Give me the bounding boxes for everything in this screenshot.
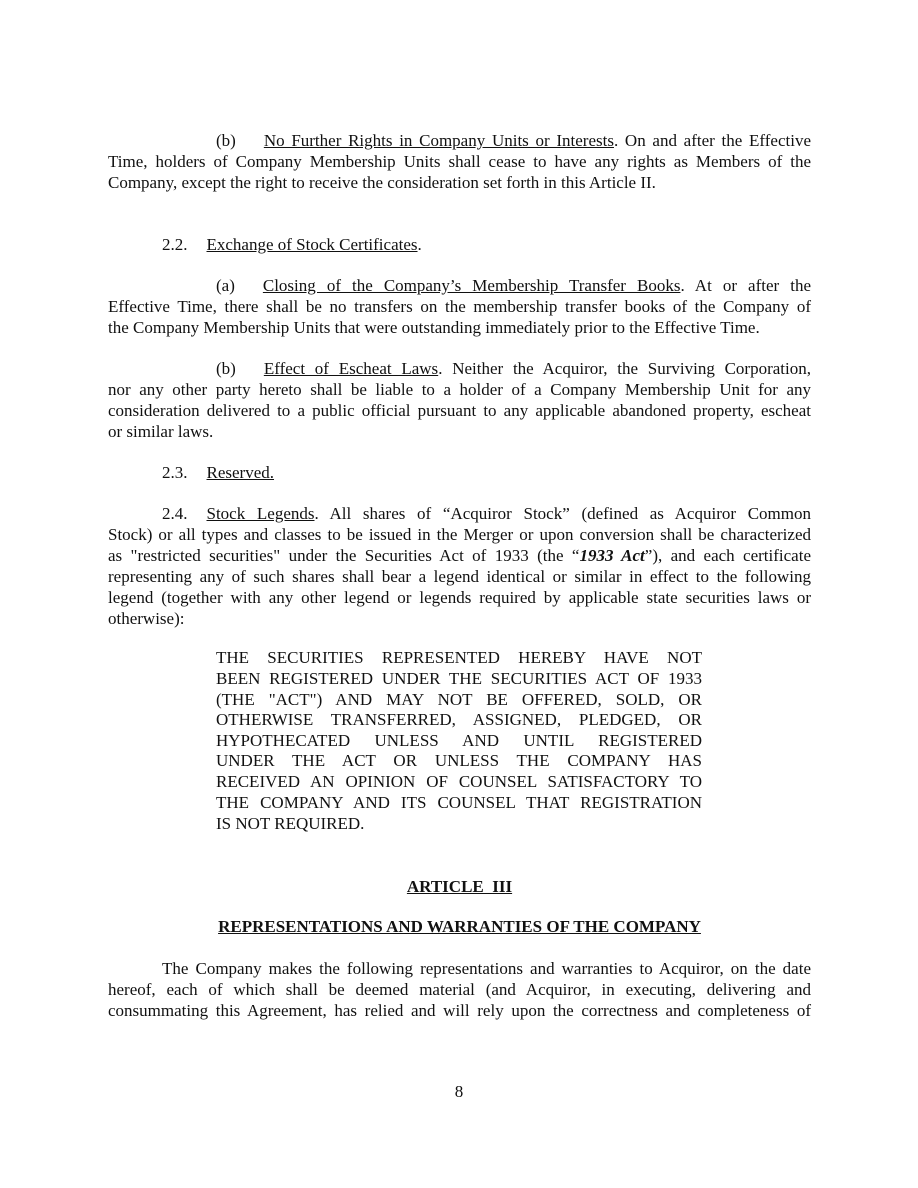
section-2-2-a-line-3: the Company Membership Units that were outstanding immediately prior to the Effective Time.	[108, 318, 760, 337]
section-2-1-b-heading: No Further Rights in Company Units or Interests	[263, 131, 614, 150]
section-2-2-b-line-4: or similar laws.	[108, 422, 214, 441]
legend-line: (THE "ACT") AND MAY NOT BE OFFERED, SOLD, OR	[216, 690, 702, 709]
section-2-4-line-1	[108, 503, 811, 524]
section-2-4-line-5: legend (together with any other legend or legends required by applicable state securities laws or	[108, 588, 811, 607]
article-intro-line-2: hereof, each of which shall be deemed material (and Acquiror, in executing, delivering and	[108, 980, 811, 999]
section-2-2-heading: Exchange of Stock Certificates	[206, 235, 418, 254]
page-number: 8	[454, 1082, 464, 1101]
article-title	[108, 876, 811, 897]
section-2-2-b-heading: Effect of Escheat Laws	[263, 359, 439, 378]
section-2-2-number: 2.2.	[162, 235, 188, 254]
section-2-2-b-label: (b)	[216, 359, 236, 378]
article-intro-line-1	[108, 958, 811, 979]
section-2-4-line-3-post: ”), and each certificate	[644, 546, 811, 565]
section-2-2-a-text: . At or after the	[680, 276, 811, 295]
section-2-2-b-line-1	[108, 358, 811, 379]
section-2-4-heading: Stock Legends	[206, 504, 315, 523]
section-2-1-b-line-1	[108, 130, 811, 151]
section-2-4-text: . All shares of “Acquiror Stock” (defined as Acquiror Common	[314, 504, 811, 523]
section-2-2-a-line-1	[108, 275, 811, 296]
section-2-4-line-6: otherwise):	[108, 609, 185, 628]
section-2-1-b-label: (b)	[216, 131, 236, 150]
legend-line: IS NOT REQUIRED.	[216, 814, 365, 833]
article-subtitle	[108, 916, 811, 937]
section-2-4-line-3-pre: as "restricted securities" under the Securities Act of 1933 (the “	[108, 546, 580, 565]
article-subtitle-text: REPRESENTATIONS AND WARRANTIES OF THE COMPANY	[218, 917, 701, 936]
section-2-4-line-3	[108, 545, 811, 566]
article-intro-line-1-text: The Company makes the following representations and warranties to Acquiror, on the date	[162, 959, 811, 978]
section-2-2-b-line-2: nor any other party hereto shall be liable to a holder of a Company Membership Unit for any	[108, 380, 811, 399]
section-2-4-line-4: representing any of such shares shall bear a legend identical or similar in effect to the following	[108, 567, 811, 586]
section-2-2-a-label: (a)	[216, 276, 235, 295]
section-2-2-a-line-2: Effective Time, there shall be no transfers on the membership transfer books of the Company of	[108, 297, 811, 316]
legend-line: BEEN REGISTERED UNDER THE SECURITIES ACT OF 1933	[216, 669, 702, 688]
section-2-3-number: 2.3.	[162, 463, 188, 482]
section-2-2-b-line-3: consideration delivered to a public official pursuant to any applicable abandoned property, escheat	[108, 401, 811, 420]
legend-line: THE SECURITIES REPRESENTED HEREBY HAVE NOT	[216, 648, 702, 667]
defined-term-1933-act: 1933 Act	[579, 546, 645, 565]
section-2-1-b-line-3: Company, except the right to receive the consideration set forth in this Article II.	[108, 173, 656, 192]
section-2-1-b-text: . On and after the Effective	[613, 131, 811, 150]
article-intro-line-3: consummating this Agreement, has relied and will rely upon the correctness and completeness of	[108, 1001, 811, 1020]
section-2-3-heading: Reserved.	[206, 463, 275, 482]
legend-line: UNDER THE ACT OR UNLESS THE COMPANY HAS	[216, 751, 702, 770]
section-2-2-a-heading: Closing of the Company’s Membership Transfer Books	[262, 276, 681, 295]
legend-line: OTHERWISE TRANSFERRED, ASSIGNED, PLEDGED, OR	[216, 710, 702, 729]
section-2-2-b-text: . Neither the Acquiror, the Surviving Corporation,	[438, 359, 811, 378]
legend-line: RECEIVED AN OPINION OF COUNSEL SATISFACTORY TO	[216, 772, 702, 791]
section-2-2-heading-line	[108, 234, 811, 255]
section-2-4-number: 2.4.	[162, 504, 188, 523]
legend-line: HYPOTHECATED UNLESS AND UNTIL REGISTERED	[216, 731, 702, 750]
section-2-3-line	[108, 462, 811, 483]
legend-line: THE COMPANY AND ITS COUNSEL THAT REGISTRATION	[216, 793, 702, 812]
article-title-text: ARTICLE III	[406, 877, 513, 896]
section-2-4-line-2: Stock) or all types and classes to be issued in the Merger or upon conversion shall be characterized	[108, 525, 811, 544]
section-2-1-b-line-2: Time, holders of Company Membership Units shall cease to have any rights as Members of the	[108, 152, 811, 171]
section-2-2-heading-punct: .	[417, 235, 422, 254]
